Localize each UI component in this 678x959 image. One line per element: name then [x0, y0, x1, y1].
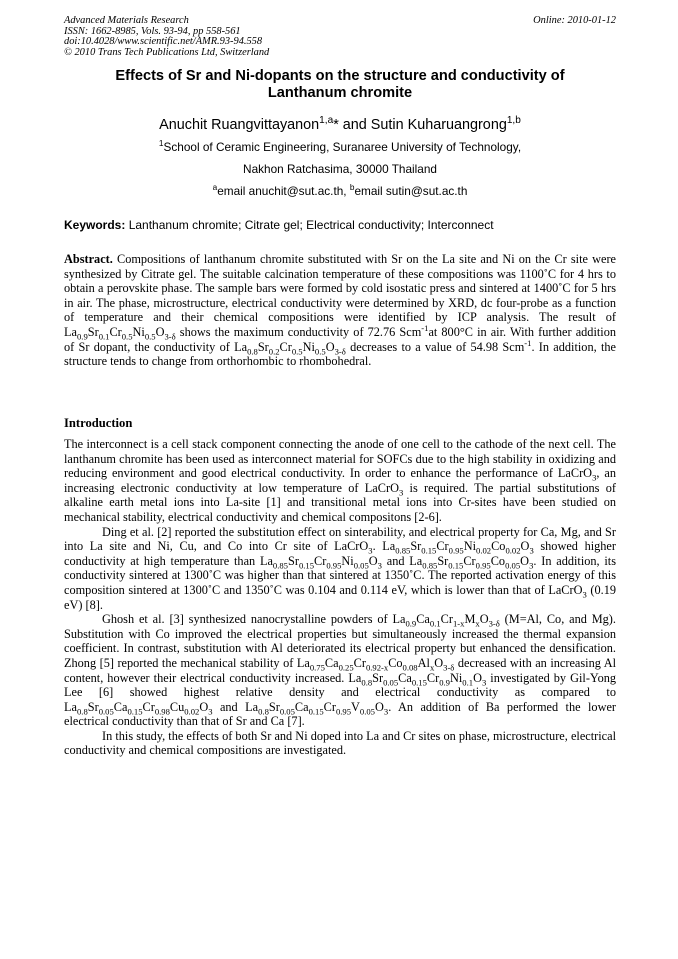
keywords-label: Keywords: — [64, 218, 126, 232]
corresponding-mark: * — [333, 117, 339, 133]
paragraph-1: The interconnect is a cell stack component connecting the anode of one cell to the cathode of the next cell. The lanthanum chromite has been used as interconnect material for SOFCs due to the high stability in oxidizing and reducing environment and good electrical conductivity. In order to enhance the performance of LaCrO$_3$, an increasing electronic conductivity at low temperature of LaCrO$_3$ is required. The partial substitutions of alkaline earth metal ions into La-site [1] and transitional metal ions into Cr-sites have been studied on mechanical stability, electrical conductivity and chemical compositons [2-6]. — [64, 437, 616, 524]
introduction-body — [64, 437, 616, 758]
email-line: $^a$email anuchit@sut.ac.th, $^b$email sutin@sut.ac.th — [212, 183, 468, 198]
author-2: and Sutin Kuharuangrong — [342, 117, 507, 133]
paragraph-3: Ghosh et al. [3] synthesized nanocrystalline powders of $La_{0.9}Ca_{0.1}Cr_{1-x}M_xO_{3-\delta}$ (M=Al, Co, and Mg). Substitution with Co improved the electrical properties but simultaneously increased the thermal expansion coefficient. In contrast, substitution with Al deteriorated its electrical property but enhanced the densification. Zhong [5] reported the mechanical stability of $La_{0.75}Ca_{0.25}Cr_{0.92-x}Co_{0.08}Al_xO_{3-\delta}$ decreased with an increasing Al content, however their electrical conductivity increased. $La_{0.8}Sr_{0.05}Ca_{0.15}Cr_{0.9}Ni_{0.1}O_3$ investigated by Gil-Yong Lee [6] showed highest relative density and electrical conductivity as compared to $La_{0.8}Sr_{0.05}Ca_{0.15}Cr_{0.98}Cu_{0.02}O_3$ and $La_{0.8}Sr_{0.05}Ca_{0.15}Cr_{0.95}V_{0.05}O_3$. An addition of Ba performed the lower electrical conductivity than that of Sr and Ca [7]. — [64, 612, 617, 729]
issn-line: ISSN: 1662-8985, Vols. 93-94, pp 558-561 — [64, 25, 241, 37]
doi-line: doi:10.4028/www.scientific.net/AMR.93-94.558 — [64, 36, 263, 48]
paper-title — [64, 68, 616, 102]
title-line-2: Lanthanum chromite — [267, 85, 413, 101]
copyright-line: © 2010 Trans Tech Publications Ltd, Switzerland — [64, 46, 270, 58]
journal-name: Advanced Materials Research — [64, 15, 189, 26]
affiliation-sup: 1 — [158, 139, 164, 149]
keywords-text: Lanthanum chromite; Citrate gel; Electrical conductivity; Interconnect — [128, 218, 494, 232]
author-2-sup: 1,b — [506, 115, 521, 127]
abstract-label: Abstract. — [64, 252, 113, 266]
keywords — [64, 218, 616, 232]
paragraph-2: Ding et al. [2] reported the substitution effect on sinterability, and electrical property for Ca, Mg, and Sr into La site and Ni, Cu, and Co into Cr site of LaCrO$_3$. $La_{0.85}Sr_{0.15}Cr_{0.95}Ni_{0.02}Co_{0.02}O_3$ showed higher conductivity at high temperature than $La_{0.85}Sr_{0.15}Cr_{0.95}Ni_{0.05}O_3$ and $La_{0.85}Sr_{0.15}Cr_{0.95}Co_{0.05}O_3$. In addition, its conductivity sintered at 1300˚C was higher than that sintered at 1350˚C. The reported activation energy of this composition sintered at 1300˚C and 1350˚C was 0.104 and 0.114 eV, which is lower than that of LaCrO$_3$ (0.19 eV) [8]. — [64, 524, 616, 612]
abstract: Abstract. Compositions of lanthanum chromite substituted with Sr on the La site and Ni on the Cr site were synthesized by Citrate gel. The suitable calcination temperature of these compositions was 1100˚C for 4 hrs to obtain a perovskite phase. The sample bars were formed by cold isostatic press and sintered at 1400˚C for 5 hrs in air. The phase, microstructure, electrical conductivity were determined by XRD, dc four-probe as a function of temperature and their chemical compositions were identified by ICP analysis. The result of $La_{0.9}Sr_{0.1}Cr_{0.5}Ni_{0.5}O_{3-\delta}$ shows the maximum conductivity of 72.76 Scm$^{-1}$at 800°C in air. With further addition of Sr dopant, the conductivity of $La_{0.8}Sr_{0.2}Cr_{0.5}Ni_{0.5}O_{3-\delta}$ decreases to a value of 54.98 Scm$^{-1}$. In addition, the structure tends to change from orthorhombic to rhombohedral. — [64, 252, 616, 369]
affiliation-line-1: $^1$School of Ceramic Engineering, Suranaree University of Technology, — [158, 139, 522, 154]
author-list — [64, 116, 616, 134]
email-b: email sutin@sut.ac.th — [354, 184, 468, 198]
journal-header — [64, 16, 616, 58]
author-1-sup: 1,a — [319, 115, 334, 127]
online-date: Online: 2010-01-12 — [533, 15, 616, 26]
author-1: Anuchit Ruangvittayanon — [159, 117, 320, 133]
paragraph-4: In this study, the effects of both Sr and Ni doped into La and Cr sites on phase, microstructure, electrical conductivity and chemical compositions are investigated. — [64, 728, 616, 758]
title-line-1: Effects of Sr and Ni-dopants on the structure and conductivity of — [115, 68, 565, 84]
email-a: email anuchit@sut.ac.th, — [217, 184, 350, 198]
introduction-heading: Introduction — [64, 416, 133, 430]
affiliation-line-2: Nakhon Ratchasima, 30000 Thailand — [243, 162, 437, 176]
